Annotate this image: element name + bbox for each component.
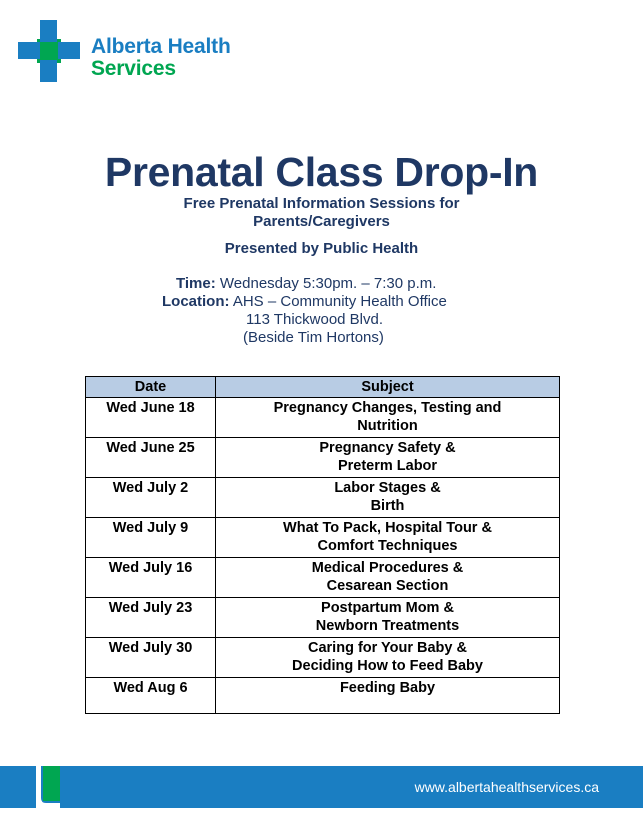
subject-line1: Labor Stages & (334, 480, 441, 496)
subtitle-line2: Parents/Caregivers (253, 213, 390, 230)
time-label: Time: (176, 275, 216, 292)
row-date: Wed July 9 (86, 518, 216, 558)
subject-line2: Comfort Techniques (317, 538, 458, 554)
subject-line2: Newborn Treatments (315, 618, 460, 634)
table-row (86, 438, 560, 478)
row-date: Wed June 25 (86, 438, 216, 478)
row-subject (216, 638, 560, 678)
column-header-date: Date (86, 377, 216, 398)
subtitle-line1: Free Prenatal Information Sessions for (183, 195, 460, 212)
ahs-logo (18, 20, 258, 82)
subject-line1: Feeding Baby (339, 680, 436, 696)
table-row (86, 678, 560, 714)
subject-line1: Postpartum Mom & (321, 600, 454, 616)
table-row (86, 398, 560, 438)
row-date: Wed July 2 (86, 478, 216, 518)
table-row (86, 518, 560, 558)
subject-line2: Preterm Labor (337, 458, 438, 474)
row-date: Wed Aug 6 (86, 678, 216, 714)
subject-line1: Pregnancy Changes, Testing and (273, 400, 502, 416)
ahs-wordmark (91, 36, 231, 80)
subject-line2: Birth (370, 498, 405, 514)
session-info (0, 275, 643, 347)
location-value: AHS – Community Health Office (232, 293, 447, 310)
row-date: Wed June 18 (86, 398, 216, 438)
row-subject (216, 518, 560, 558)
location-label: Location: (162, 293, 230, 310)
footer-logo-mark-icon (36, 766, 60, 808)
brand-name-line1: Alberta Health (91, 35, 231, 58)
table-row (86, 558, 560, 598)
table-row (86, 478, 560, 518)
row-subject (216, 598, 560, 638)
page-title: Prenatal Class Drop-In (104, 149, 539, 195)
address-line1: 113 Thickwood Blvd. (246, 311, 384, 328)
table-row (86, 598, 560, 638)
subject-line1: What To Pack, Hospital Tour & (283, 520, 492, 536)
table-header-row (86, 377, 560, 398)
location-row (0, 293, 643, 311)
brand-name-line2: Services (91, 57, 176, 80)
website-link[interactable]: www.albertahealthservices.ca (414, 779, 599, 795)
subject-line2: Deciding How to Feed Baby (292, 658, 483, 674)
footer-band (0, 766, 643, 808)
table-row (86, 638, 560, 678)
subject-line1: Caring for Your Baby & (308, 640, 467, 656)
presented-by: Presented by Public Health (224, 240, 419, 257)
column-header-subject: Subject (216, 377, 560, 398)
row-date: Wed July 30 (86, 638, 216, 678)
schedule-table (85, 376, 560, 714)
subject-line1: Pregnancy Safety & (319, 440, 456, 456)
subtitle (0, 195, 643, 231)
row-subject (216, 678, 560, 714)
subject-line2: Nutrition (357, 418, 418, 434)
row-subject (216, 438, 560, 478)
subject-line1: Medical Procedures & (311, 560, 464, 576)
time-value: Wednesday 5:30pm. – 7:30 p.m. (219, 275, 437, 292)
ahs-cross-logo-icon (18, 20, 80, 82)
row-subject (216, 478, 560, 518)
subject-line2: Cesarean Section (326, 578, 449, 594)
row-date: Wed July 16 (86, 558, 216, 598)
address-line2: (Beside Tim Hortons) (243, 329, 384, 346)
time-row (0, 275, 643, 293)
row-subject (216, 398, 560, 438)
row-date: Wed July 23 (86, 598, 216, 638)
row-subject (216, 558, 560, 598)
